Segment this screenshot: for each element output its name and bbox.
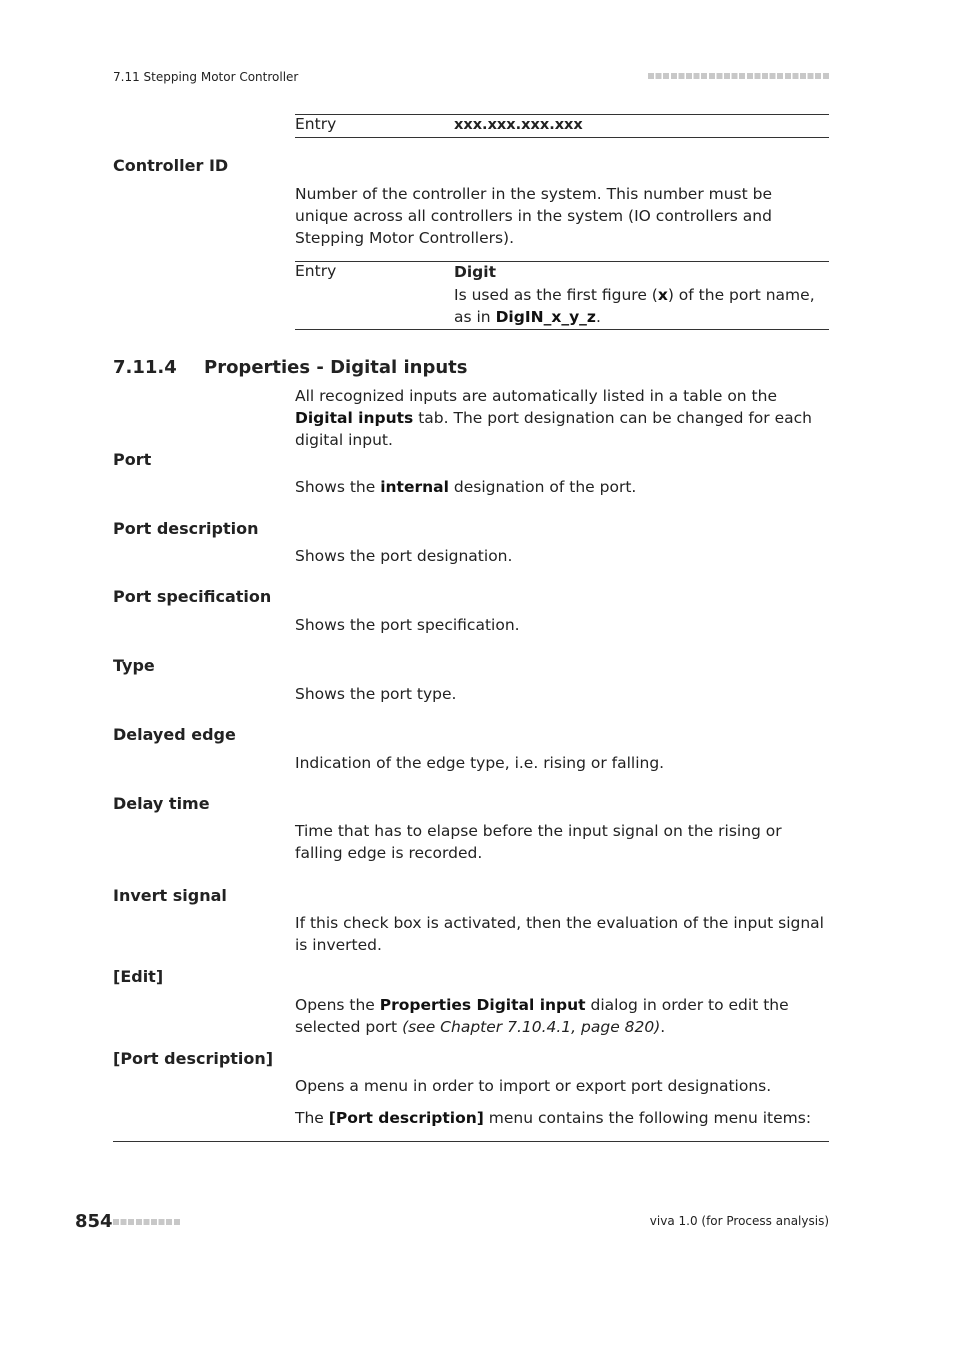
port-desc-menu-title: [Port description] [113,1049,274,1068]
entry-label: Entry [295,115,337,133]
product-name: viva 1.0 (for Process analysis) [649,1214,829,1228]
controller-entry-value-block [454,261,829,328]
page-number: 854 [75,1211,113,1232]
port-title: Port [113,450,152,469]
type-title: Type [113,656,155,675]
delayed-edge-title: Delayed edge [113,725,236,744]
chapter-reference-link[interactable]: (see Chapter 7.10.4.1, page 820) [402,1018,661,1036]
port-description-text: Shows the internal designation of the port. [295,478,637,496]
controller-id-title: Controller ID [113,156,229,175]
controller-id-description: Number of the controller in the system. This number must be unique across all controllers in the system (IO controllers and Stepping Motor Controllers). [295,185,773,247]
port-description-body: Shows the port designation. [295,547,513,565]
header-decoration [648,73,829,79]
delayed-edge-body: Indication of the edge type, i.e. rising or falling. [295,754,665,772]
delay-time-title: Delay time [113,794,210,813]
invert-signal-body: If this check box is activated, then the evaluation of the input signal is inverted. [295,914,824,954]
entry-value: xxx.xxx.xxx.xxx [454,117,583,133]
section-number: 7.11.4 [113,357,177,378]
footer-decoration [113,1219,181,1225]
section-title: Properties - Digital inputs [204,357,468,378]
port-specification-body: Shows the port specification. [295,616,520,634]
controller-entry-label: Entry [295,262,337,280]
invert-signal-title: Invert signal [113,886,227,905]
type-body: Shows the port type. [295,685,457,703]
edit-body: Opens the Properties Digital input dialog in order to edit the selected port (see Chapter 7.10.4.1, page 820). [295,996,789,1036]
running-header: 7.11 Stepping Motor Controller [113,70,299,84]
controller-entry-note: Is used as the first figure (x) of the port name, as in DigIN_x_y_z. [454,286,815,326]
section-intro: All recognized inputs are automatically listed in a table on the Digital inputs tab. The port designation can be changed for each digital input. [295,387,812,449]
bottom-rule [113,1141,829,1142]
edit-title: [Edit] [113,967,164,986]
controller-entry-value: Digit [454,263,496,281]
port-desc-menu-items-intro: The [Port description] menu contains the following menu items: [295,1109,812,1127]
port-description-title: Port description [113,519,259,538]
controller-table-bottom-rule [295,329,829,330]
port-specification-title: Port specification [113,587,272,606]
delay-time-body: Time that has to elapse before the input signal on the rising or falling edge is recorded. [295,822,782,862]
port-desc-menu-body: Opens a menu in order to import or export port designations. [295,1077,772,1095]
table-bottom-rule [295,137,829,138]
